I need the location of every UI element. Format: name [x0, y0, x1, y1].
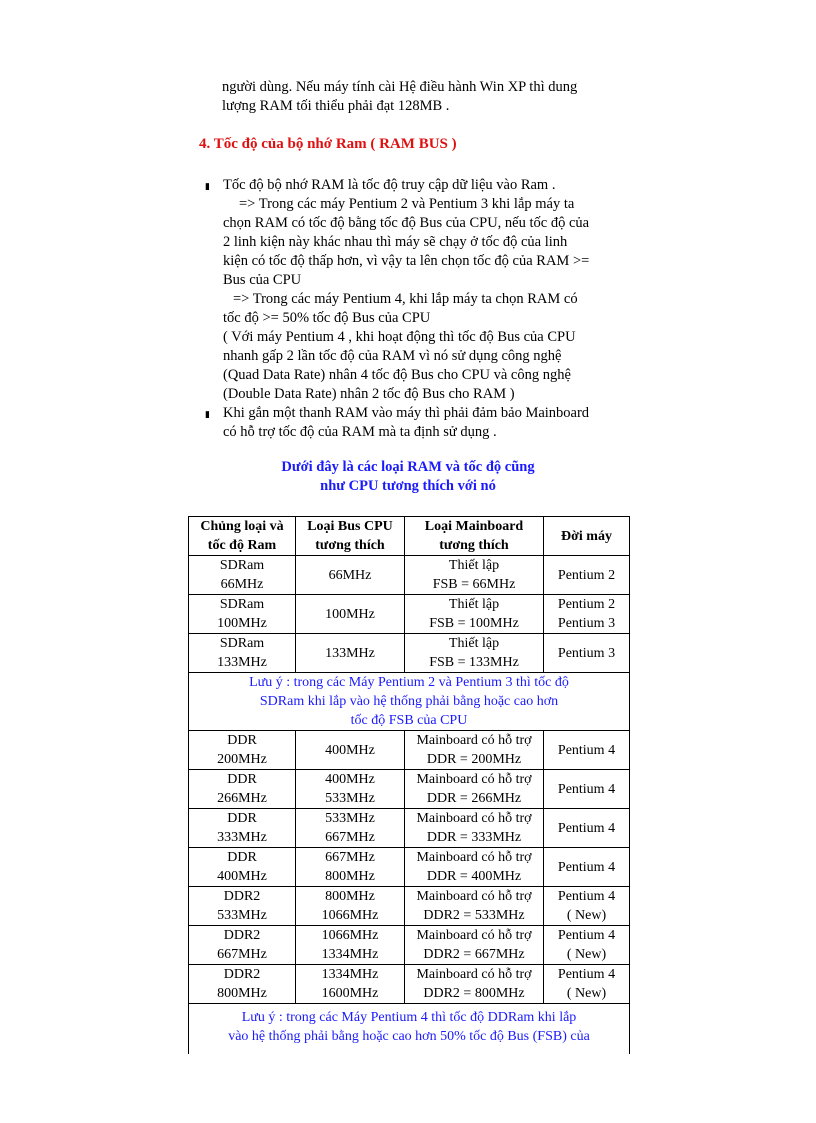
mainboard-cell [405, 770, 544, 809]
generation-cell [544, 770, 630, 809]
cell-line: 100MHz [325, 606, 375, 622]
header-line: Loại Mainboard [424, 519, 524, 534]
section-heading: 4. Tốc độ của bộ nhớ Ram ( RAM BUS ) [199, 136, 457, 152]
cell-line: Thiết lập [448, 558, 500, 573]
bullet-icon: ▮ [205, 181, 210, 191]
cell-line: 800MHz [325, 869, 375, 884]
cpu-bus-cell [296, 926, 405, 965]
note-line: Lưu ý : trong các Máy Pentium 4 thì tốc độ DDRam khi lắp [241, 1010, 577, 1025]
cell-line: 400MHz [325, 742, 375, 758]
bullet-line: Bus của CPU [223, 272, 302, 288]
cell-line: 800MHz [217, 986, 267, 1001]
cell-line: FSB = 66MHz [432, 577, 516, 592]
bullet-line: (Double Data Rate) nhân 2 tốc độ Bus cho RAM ) [223, 386, 515, 402]
header-line: Đời máy [561, 528, 612, 544]
generation-cell [544, 731, 630, 770]
bullet-line: => Trong các máy Pentium 4, khi lắp máy ta chọn RAM có [233, 291, 578, 307]
cell-line: SDRam [219, 597, 265, 612]
cell-line: Pentium 4 [557, 859, 616, 875]
cell-line: ( New) [566, 947, 607, 962]
ram-type-cell [189, 965, 296, 1004]
cell-line: 667MHz [217, 947, 267, 962]
cell-line: 66MHz [328, 567, 372, 583]
generation-cell [544, 634, 630, 673]
cell-line: 200MHz [217, 752, 267, 767]
cell-line: ( New) [566, 986, 607, 1001]
ram-type-cell [189, 556, 296, 595]
ram-compatibility-table [188, 516, 630, 1054]
cell-line: 100MHz [217, 616, 267, 631]
note-row [189, 1004, 630, 1055]
cell-line: DDR = 400MHz [426, 869, 522, 884]
ram-type-cell [189, 770, 296, 809]
cell-line: 667MHz [325, 830, 375, 845]
cell-line: 400MHz [217, 869, 267, 884]
cell-line: 66MHz [220, 577, 264, 592]
cell-line: DDR2 [223, 967, 261, 982]
generation-cell [544, 809, 630, 848]
cpu-bus-cell [296, 848, 405, 887]
cell-line: Pentium 4 [557, 889, 616, 904]
cell-line: 1334MHz [321, 967, 379, 982]
ram-type-cell [189, 926, 296, 965]
header-mainboard [405, 517, 544, 556]
intro-line: lượng RAM tối thiểu phải đạt 128MB . [222, 98, 450, 114]
sdram-rows [189, 556, 630, 673]
bullet-line: (Quad Data Rate) nhân 4 tốc độ Bus cho CPU và công nghệ [223, 367, 571, 383]
intro-line: người dùng. Nếu máy tính cài Hệ điều hành Win XP thì dung [222, 79, 578, 95]
ddr-note-section [189, 1004, 630, 1055]
cell-line: 533MHz [217, 908, 267, 923]
cell-line: DDR2 [223, 889, 261, 904]
mainboard-cell [405, 595, 544, 634]
cell-line: SDRam [219, 558, 265, 573]
cell-line: FSB = 133MHz [429, 655, 519, 670]
generation-cell [544, 556, 630, 595]
bullet-text [223, 404, 635, 442]
mainboard-cell [405, 848, 544, 887]
cell-line: Pentium 4 [557, 820, 616, 836]
ddr-note [189, 1004, 630, 1055]
header-cpu-bus [296, 517, 405, 556]
bullet-item [205, 404, 635, 442]
cell-line: DDR [227, 811, 257, 826]
cell-line: ( New) [566, 908, 607, 923]
intro-paragraph [222, 78, 642, 116]
cell-line: Pentium 3 [557, 645, 616, 661]
table-caption [188, 458, 628, 496]
cell-line: 533MHz [325, 791, 375, 806]
cell-line: 533MHz [325, 811, 375, 826]
cpu-bus-cell [296, 634, 405, 673]
generation-cell [544, 926, 630, 965]
table-row [189, 926, 630, 965]
bullet-line: Khi gắn một thanh RAM vào máy thì phải đảm bảo Mainboard [223, 405, 590, 421]
cpu-bus-cell [296, 809, 405, 848]
table-row [189, 770, 630, 809]
bullet-text [223, 176, 635, 404]
cell-line: DDR2 = 533MHz [423, 908, 525, 923]
header-line: tốc độ Ram [207, 538, 277, 553]
header-ram-type [189, 517, 296, 556]
cell-line: Pentium 2 [557, 597, 616, 612]
bullet-line: chọn RAM có tốc độ bằng tốc độ Bus của CPU, nếu tốc độ của [223, 215, 590, 231]
note-line: vào hệ thống phải bằng hoặc cao hơn 50% tốc độ Bus (FSB) của [228, 1029, 590, 1044]
sdram-note [189, 673, 630, 731]
table-header-row [189, 517, 630, 556]
generation-cell [544, 965, 630, 1004]
bullet-list [205, 176, 635, 442]
mainboard-cell [405, 887, 544, 926]
cpu-bus-cell [296, 731, 405, 770]
cell-line: 266MHz [217, 791, 267, 806]
ram-type-cell [189, 595, 296, 634]
table-row [189, 965, 630, 1004]
cell-line: DDR = 200MHz [426, 752, 522, 767]
cell-line: DDR [227, 850, 257, 865]
cell-line: DDR2 = 667MHz [423, 947, 525, 962]
table-row [189, 595, 630, 634]
caption-line: Dưới đây là các loại RAM và tốc độ cũng [281, 459, 535, 475]
cpu-bus-cell [296, 887, 405, 926]
bullet-line: tốc độ >= 50% tốc độ Bus của CPU [223, 310, 431, 326]
table-row [189, 556, 630, 595]
generation-cell [544, 848, 630, 887]
bullet-line: nhanh gấp 2 lần tốc độ của RAM vì nó sử dụng công nghệ [223, 348, 562, 364]
cpu-bus-cell [296, 770, 405, 809]
bullet-line: kiện có tốc độ thấp hơn, vì vậy ta lên chọn tốc độ của RAM >= [223, 253, 590, 269]
cell-line: 800MHz [325, 889, 375, 904]
cell-line: 400MHz [325, 772, 375, 787]
cell-line: DDR = 266MHz [426, 791, 522, 806]
cell-line: DDR2 = 800MHz [423, 986, 525, 1001]
bullet-line: Tốc độ bộ nhớ RAM là tốc độ truy cập dữ liệu vào Ram . [223, 177, 556, 193]
cell-line: DDR2 [223, 928, 261, 943]
table-row [189, 634, 630, 673]
cell-line: 133MHz [325, 645, 375, 661]
header-line: tương thích [439, 538, 509, 553]
table-row [189, 809, 630, 848]
ram-type-cell [189, 634, 296, 673]
cell-line: FSB = 100MHz [429, 616, 519, 631]
cell-line: Pentium 4 [557, 781, 616, 797]
mainboard-cell [405, 809, 544, 848]
bullet-line: có hỗ trợ tốc độ của RAM mà ta định sử dụng . [223, 424, 497, 440]
cell-line: Mainboard có hỗ trợ [416, 850, 532, 865]
header-line: tương thích [315, 538, 385, 553]
cell-line: DDR = 333MHz [426, 830, 522, 845]
table-row [189, 887, 630, 926]
cell-line: Pentium 3 [557, 616, 616, 631]
cell-line: 1600MHz [321, 986, 379, 1001]
note-row [189, 673, 630, 731]
note-line: tốc độ FSB của CPU [350, 713, 468, 728]
bullet-line: => Trong các máy Pentium 2 và Pentium 3 khi lắp máy ta [239, 196, 575, 212]
mainboard-cell [405, 634, 544, 673]
cell-line: Pentium 4 [557, 928, 616, 943]
cell-line: 1334MHz [321, 947, 379, 962]
bullet-line: 2 linh kiện này khác nhau thì máy sẽ chạy ở tốc độ của linh [223, 234, 568, 250]
cell-line: SDRam [219, 636, 265, 651]
generation-cell [544, 887, 630, 926]
ram-type-cell [189, 848, 296, 887]
cell-line: Thiết lập [448, 636, 500, 651]
ram-type-cell [189, 731, 296, 770]
cpu-bus-cell [296, 965, 405, 1004]
generation-cell [544, 595, 630, 634]
mainboard-cell [405, 926, 544, 965]
table-row [189, 731, 630, 770]
cell-line: Pentium 4 [557, 967, 616, 982]
header-line: Chủng loại và [200, 519, 284, 534]
cell-line: 133MHz [217, 655, 267, 670]
cell-line: Mainboard có hỗ trợ [416, 733, 532, 748]
table-row [189, 848, 630, 887]
header-line: Loại Bus CPU [307, 519, 393, 534]
cell-line: Thiết lập [448, 597, 500, 612]
cell-line: 1066MHz [321, 908, 379, 923]
cell-line: Pentium 4 [557, 742, 616, 758]
cell-line: Mainboard có hỗ trợ [416, 772, 532, 787]
mainboard-cell [405, 556, 544, 595]
mainboard-cell [405, 965, 544, 1004]
header-generation [544, 517, 630, 556]
cpu-bus-cell [296, 556, 405, 595]
cell-line: Mainboard có hỗ trợ [416, 928, 532, 943]
sdram-note-section [189, 673, 630, 731]
ram-type-cell [189, 809, 296, 848]
cell-line: Mainboard có hỗ trợ [416, 967, 532, 982]
ddr-rows [189, 731, 630, 1004]
cell-line: Mainboard có hỗ trợ [416, 811, 532, 826]
note-line: Lưu ý : trong các Máy Pentium 2 và Pentium 3 thì tốc độ [249, 675, 569, 690]
cell-line: 1066MHz [321, 928, 379, 943]
cpu-bus-cell [296, 595, 405, 634]
note-line: SDRam khi lắp vào hệ thống phải bằng hoặc cao hơn [259, 694, 559, 709]
caption-line: như CPU tương thích với nó [320, 478, 496, 494]
mainboard-cell [405, 731, 544, 770]
ram-type-cell [189, 887, 296, 926]
cell-line: Pentium 2 [557, 567, 616, 583]
cell-line: Mainboard có hỗ trợ [416, 889, 532, 904]
cell-line: DDR [227, 772, 257, 787]
bullet-item [205, 176, 635, 404]
cell-line: 333MHz [217, 830, 267, 845]
bullet-line: ( Với máy Pentium 4 , khi hoạt động thì tốc độ Bus của CPU [223, 329, 576, 345]
cell-line: DDR [227, 733, 257, 748]
bullet-icon: ▮ [205, 409, 210, 419]
cell-line: 667MHz [325, 850, 375, 865]
